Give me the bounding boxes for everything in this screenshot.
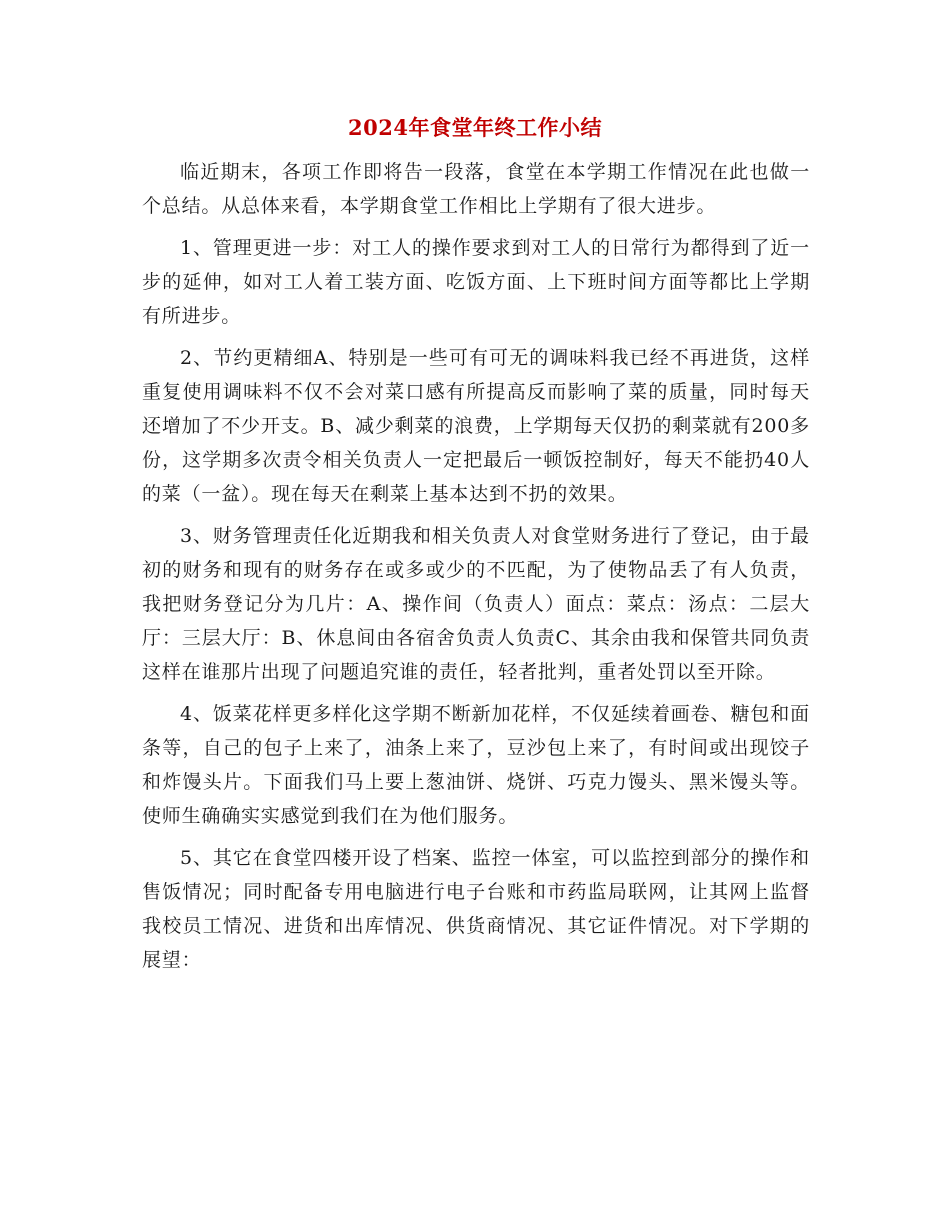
paragraph-menu-variety: 4、饭菜花样更多样化这学期不断新加花样，不仅延续着画卷、糖包和面条等，自己的包子上来了，油条上来了，豆沙包上来了，有时间或出现饺子和炸馒头片。下面我们马上要上葱油饼、烧饼、巧克力馒头、黑米馒头等。使师生确确实实感觉到我们在为他们服务。 bbox=[142, 703, 810, 827]
paragraph-management: 1、管理更进一步：对工人的操作要求到对工人的日常行为都得到了近一步的延伸，如对工人着工装方面、吃饭方面、上下班时间方面等都比上学期有所进步。 bbox=[142, 237, 810, 327]
paragraph-intro: 临近期末，各项工作即将告一段落，食堂在本学期工作情况在此也做一个总结。从总体来看，本学期食堂工作相比上学期有了很大进步。 bbox=[142, 161, 810, 217]
paragraph-finance: 3、财务管理责任化近期我和相关负责人对食堂财务进行了登记，由于最初的财务和现有的财务存在或多或少的不匹配，为了使物品丢了有人负责，我把财务登记分为几片：A、操作间（负责人）面点：菜点：汤点：二层大厅：三层大厅：B、休息间由各宿舍负责人负责C、其余由我和保管共同负责这样在谁那片出现了问题追究谁的责任，轻者批判，重者处罚以至开除。 bbox=[142, 525, 810, 683]
document-title: 2024年食堂年终工作小结 bbox=[348, 115, 602, 140]
paragraph-saving: 2、节约更精细A、特别是一些可有可无的调味料我已经不再进货，这样重复使用调味料不仅不会对菜口感有所提高反而影响了菜的质量，同时每天还增加了不少开支。B、减少剩菜的浪费，上学期每天仅扔的剩菜就有200多份，这学期多次责令相关负责人一定把最后一顿饭控制好，每天不能扔40人的菜（一盆）。现在每天在剩菜上基本达到不扔的效果。 bbox=[142, 347, 810, 505]
paragraph-other: 5、其它在食堂四楼开设了档案、监控一体室，可以监控到部分的操作和售饭情况；同时配备专用电脑进行电子台账和市药监局联网，让其网上监督我校员工情况、进货和出库情况、供货商情况、其它证件情况。对下学期的展望： bbox=[142, 847, 810, 971]
document-body bbox=[142, 155, 810, 985]
